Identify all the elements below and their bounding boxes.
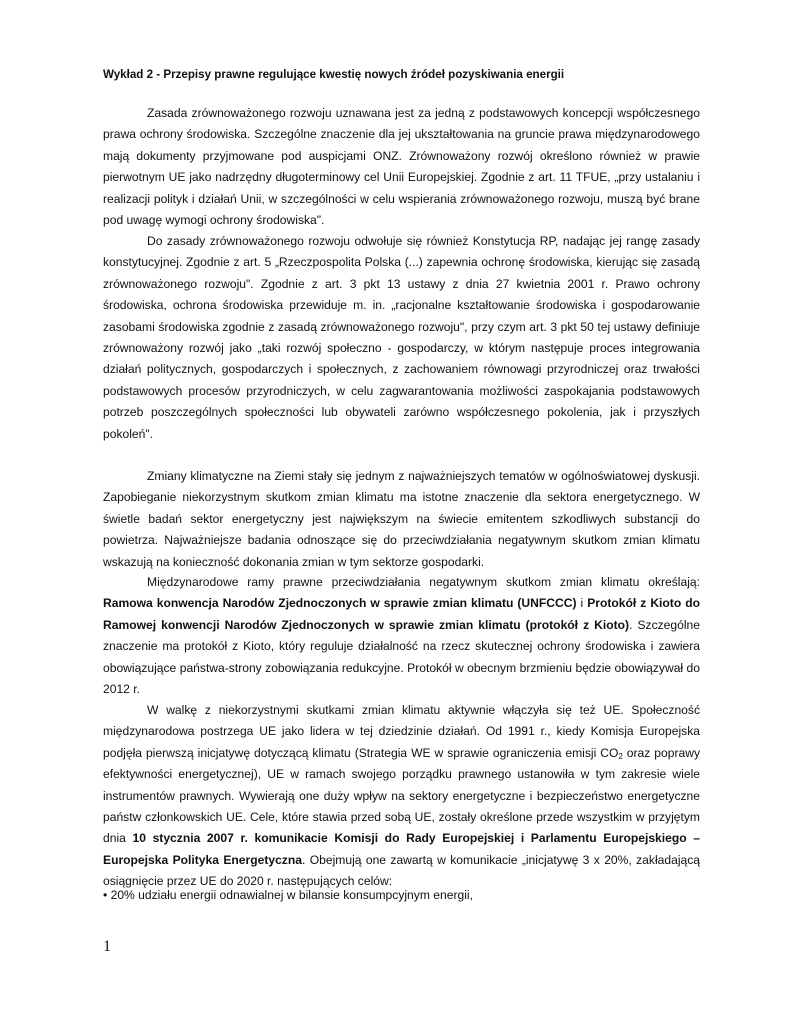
- page-number: 1: [103, 938, 111, 955]
- paragraph-international-framework: [103, 572, 700, 700]
- paragraph-text: . Obejmują one zawartą w komunikacie „inicjatywę 3 x 20%, zakładającą osiągnięcie przez UE do 2020 r. następujących celów:: [103, 852, 701, 889]
- paragraph-text: . Szczególne znaczenie ma protokół z Kioto, który reguluje działalność na rzecz skutecznej ochrony środowiska i zawiera obowiązujące państwa-strony zobowiązania redukcyjne. Protokół w obecnym brzmieniu będzie obowiązywał do 2012 r.: [103, 617, 700, 697]
- paragraph-text: oraz poprawy efektywności energetycznej), UE w ramach swojego porządku prawnego ustanowiła w tym zakresie wiele instrumentów prawnych. Wywierają one duży wpływ na sektory energetyczne i bezpieczeństwo energetyczne państw członkowskich UE. Cele, które stawia przed sobą UE, zostały określone przede wszystkim w przyjętym dnia: [103, 745, 700, 846]
- paragraph-eu-policy: [103, 700, 700, 893]
- paragraph-climate-change: [103, 466, 700, 573]
- bold-communication: 10 stycznia 2007 r. komunikacie Komisji do Rady Europejskiej i Parlamentu Europejskiego – Europejska Polityka Energetyczna: [103, 831, 700, 867]
- paragraph-text: Międzynarodowe ramy prawne przeciwdziałania negatywnym skutkom zmian klimatu określają:: [147, 575, 700, 589]
- paragraph-text: Zmiany klimatyczne na Ziemi stały się jednym z najważniejszych tematów w ogólnoświatowej dyskusji. Zapobieganie niekorzystnym skutkom zmian klimatu ma istotne znaczenie dla sektora energetycznego. W świetle badań sektor energetyczny jest największym na świecie emitentem szkodliwych substancji do powietrza. Najważniejsze badania odnoszące się do przeciwdziałania negatywnym skutkom zmian klimatu wskazują na konieczność dokonania zmian w tym sektorze gospodarki.: [103, 469, 700, 569]
- paragraph-text: Do zasady zrównoważonego rozwoju odwołuje się również Konstytucja RP, nadając jej rangę zasady konstytucyjnej. Zgodnie z art. 5 „Rzeczpospolita Polska (...) zapewnia ochronę środowiska, kierując się zasadą zrównoważonego rozwoju". Zgodnie z art. 3 pkt 13 ustawy z dnia 27 kwietnia 2001 r. Prawo ochrony środowiska, ochrona środowiska przewiduje m. in. „racjonalne kształtowanie środowiska i gospodarowanie zasobami środowiska zgodnie z zasadą zrównoważonego rozwoju", przy czym art. 3 pkt 50 tej ustawy definiuje zrównoważony rozwój jako „taki rozwój społeczno - gospodarczy, w którym następuje proces integrowania działań politycznych, gospodarczych i społecznych, z zachowaniem równowagi przyrodniczej oraz trwałości podstawowych procesów przyrodniczych, w celu zagwarantowania możliwości zaspokajania podstawowych potrzeb poszczególnych społeczności lub obywateli zarówno współczesnego pokolenia, jak i przyszłych pokoleń".: [103, 234, 700, 441]
- subscript-2: 2: [618, 751, 623, 761]
- paragraph-text: i: [576, 596, 588, 611]
- bold-kyoto-protocol: Protokół z Kioto do Ramowej konwencji Narodów Zjednoczonych w sprawie zmian klimatu (protokół z Kioto): [103, 596, 700, 632]
- bullet-item: • 20% udziału energii odnawialnej w bilansie konsumpcyjnym energii,: [103, 888, 473, 902]
- paragraph-sustainable-development: [103, 103, 700, 231]
- paragraph-text: Zasada zrównoważonego rozwoju uznawana jest za jedną z podstawowych koncepcji współczesnego prawa ochrony środowiska. Szczególne znaczenie dla jej ukształtowania na gruncie prawa międzynarodowego mają dokumenty przyjmowane pod auspicjami ONZ. Zrównoważony rozwój określono również w prawie pierwotnym UE jako nadrzędny długoterminowy cel Unii Europejskiej. Zgodnie z art. 11 TFUE, „przy ustalaniu i realizacji polityk i działań Unii, w szczególności w celu wspierania zrównoważonego rozwoju, muszą być brane pod uwagę wymogi ochrony środowiska".: [103, 106, 700, 228]
- paragraph-text: W walkę z niekorzystnymi skutkami zmian klimatu aktywnie włączyła się też UE. Społeczność międzynarodowa postrzega UE jako lidera w tej dziedzinie działań. Od 1991 r., kiedy Komisja Europejska podjęła pierwszą inicjatywę dotyczącą klimatu (Strategia WE w sprawie ograniczenia emisji CO: [103, 703, 700, 760]
- bold-unfccc: Ramowa konwencja Narodów Zjednoczonych w sprawie zmian klimatu (UNFCCC): [103, 596, 577, 611]
- paragraph-constitution: [103, 231, 700, 445]
- document-title: Wykład 2 - Przepisy prawne regulujące kwestię nowych źródeł pozyskiwania energii: [103, 68, 565, 81]
